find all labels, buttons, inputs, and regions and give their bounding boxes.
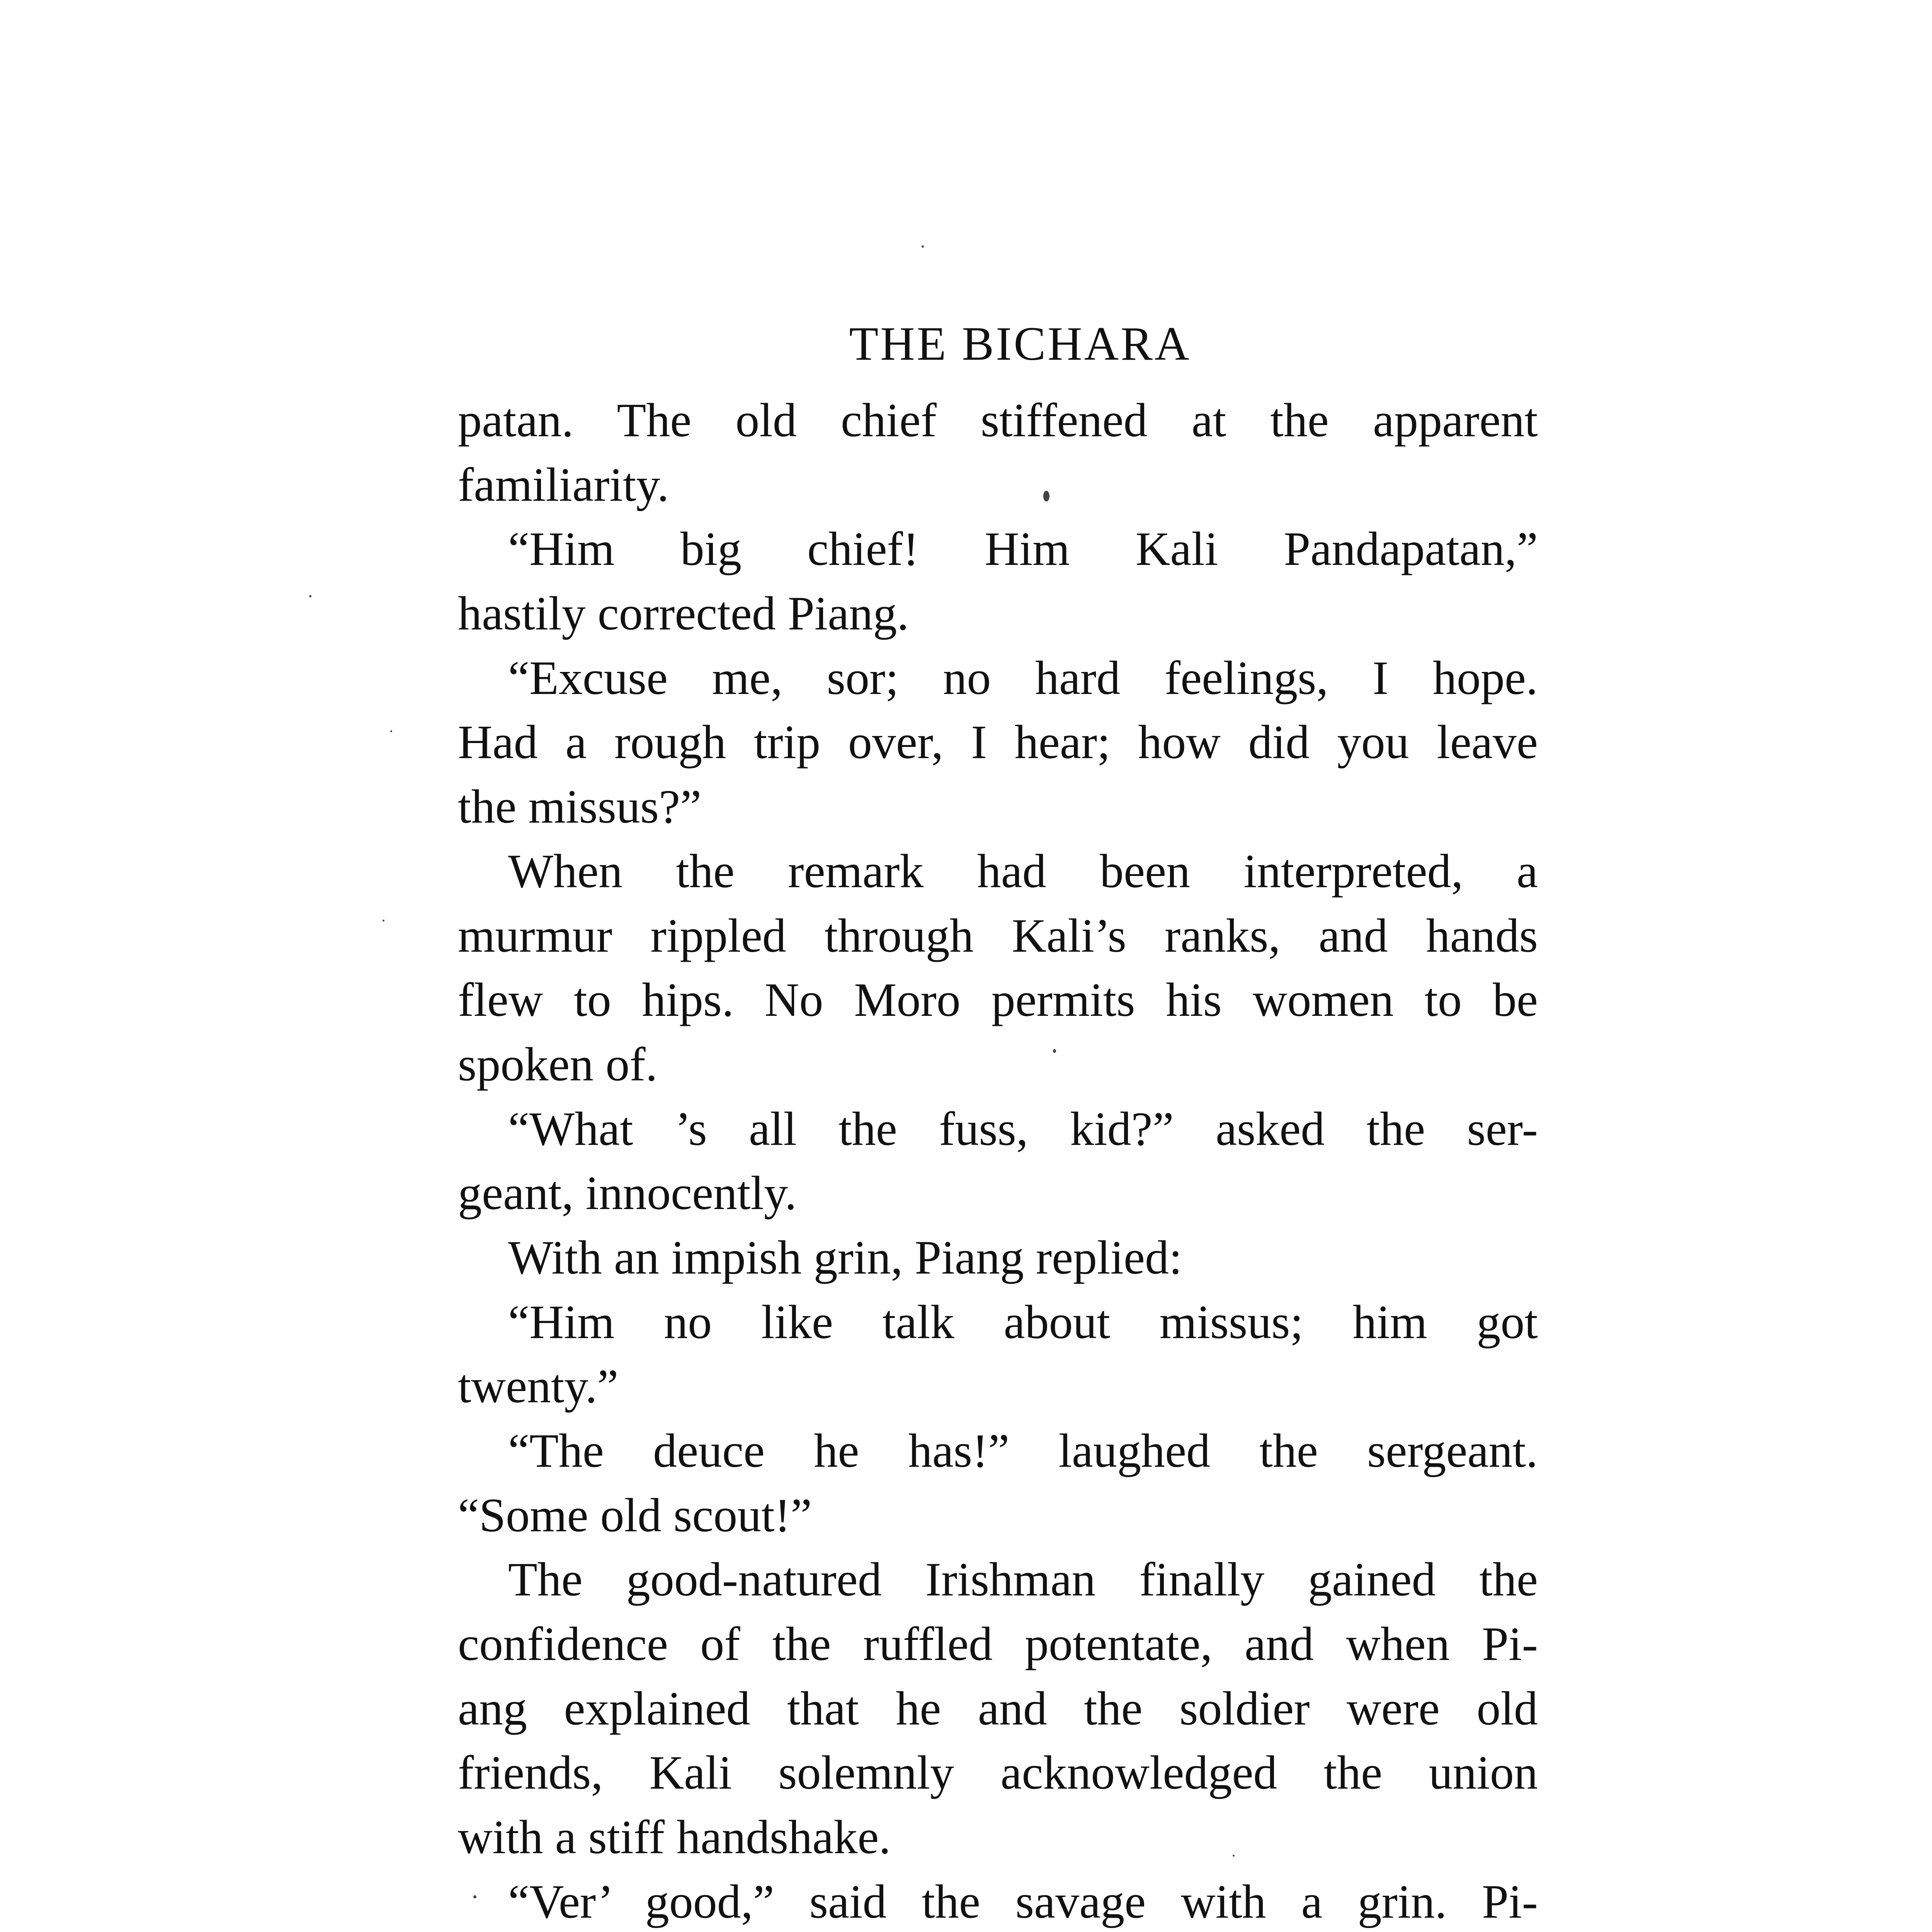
text-line: confidence of the ruffled potentate, and when Pi- (458, 1617, 1538, 1671)
text-line: “Some old scout!” (458, 1488, 812, 1542)
text-line: twenty.” (458, 1360, 619, 1413)
text-line: “What ’s all the fuss, kid?” asked the ser- (508, 1102, 1538, 1155)
text-line: The good-natured Irishman finally gained the (508, 1553, 1538, 1606)
running-head: THE BICHARA (849, 317, 1191, 370)
scan-speck (390, 730, 392, 732)
scan-speck (922, 245, 924, 248)
text-line: “Him no like talk about missus; him got (508, 1295, 1538, 1349)
scan-speck (383, 920, 384, 922)
scan-speck (1053, 1049, 1056, 1053)
scan-speck (473, 1895, 476, 1898)
text-line: flew to hips. No Moro permits his women to be (458, 973, 1538, 1027)
text-line: spoken of. (458, 1037, 658, 1091)
text-line: geant, innocently. (458, 1167, 797, 1220)
text-line: With an impish grin, Piang replied: (508, 1231, 1182, 1284)
text-line: “The deuce he has!” laughed the sergeant. (508, 1424, 1538, 1477)
text-line: ang explained that he and the soldier were old (458, 1682, 1538, 1735)
text-line: the missus?” (458, 780, 702, 833)
text-line: When the remark had been interpreted, a (508, 844, 1538, 898)
scan-speck (309, 595, 311, 597)
text-line: “Excuse me, sor; no hard feelings, I hope. (508, 651, 1538, 704)
text-line: “Him big chief! Him Kali Pandapatan,” (508, 522, 1538, 576)
text-line: with a stiff handshake. (458, 1811, 891, 1864)
text-line: patan. The old chief stiffened at the apparent (458, 394, 1538, 447)
text-line: familiarity. (458, 458, 669, 511)
scan-speck (1233, 1855, 1235, 1857)
text-line: murmur rippled through Kali’s ranks, and hands (458, 909, 1538, 962)
text-line: hastily corrected Piang. (458, 587, 909, 640)
body-text (458, 388, 1538, 1932)
text-line: “Ver’ good,” said the savage with a grin. Pi- (508, 1875, 1538, 1928)
text-line: Had a rough trip over, I hear; how did you leave (458, 716, 1538, 769)
text-line: friends, Kali solemnly acknowledged the union (458, 1746, 1538, 1799)
scan-speck (1043, 491, 1049, 502)
